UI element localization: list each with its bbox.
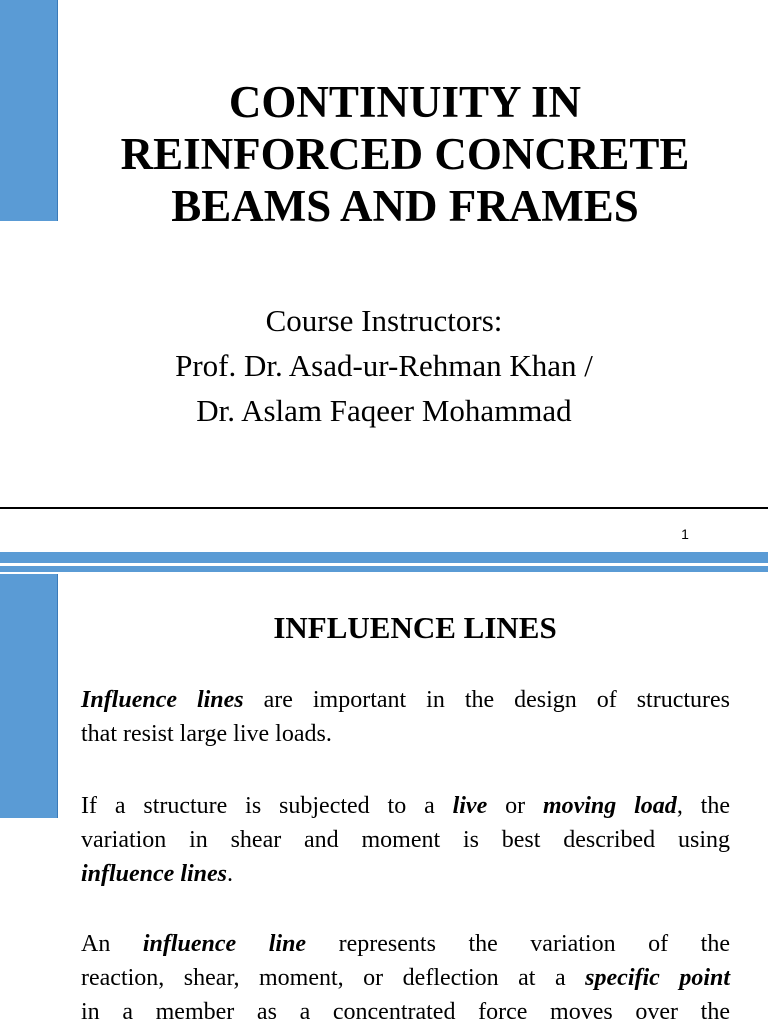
slide-gap bbox=[0, 509, 768, 552]
text-run: reaction, shear, moment, or deflection at a bbox=[81, 965, 586, 991]
accent-bar bbox=[0, 574, 58, 818]
emphasis-term: live bbox=[452, 793, 488, 819]
accent-bar bbox=[0, 0, 58, 221]
emphasis-term: Influence lines bbox=[81, 687, 244, 713]
paragraph-line bbox=[81, 789, 730, 823]
slide-1 bbox=[0, 0, 768, 509]
text-run: If a structure is subjected to a bbox=[81, 793, 453, 819]
paragraph-1 bbox=[81, 683, 730, 751]
slide-2 bbox=[0, 552, 768, 1024]
paragraph-line: variation in shear and moment is best described using bbox=[81, 827, 730, 853]
text-run: , the bbox=[676, 793, 730, 819]
title-line-3: BEAMS AND FRAMES bbox=[171, 181, 639, 231]
title-line-1: CONTINUITY IN bbox=[228, 77, 582, 127]
paragraph-line bbox=[81, 683, 730, 717]
text-run: . bbox=[227, 861, 234, 887]
paragraph-2 bbox=[81, 789, 730, 891]
text-run: represents the variation of the bbox=[306, 931, 730, 957]
instructor-1: Prof. Dr. Asad-ur-Rehman Khan / bbox=[175, 348, 593, 383]
slide-title bbox=[60, 76, 750, 232]
slide-heading: INFLUENCE LINES bbox=[273, 610, 557, 645]
stripe-bottom bbox=[0, 566, 768, 572]
paragraph-line bbox=[81, 961, 730, 995]
paragraph-line bbox=[81, 927, 730, 961]
paragraph-line: in a member as a concentrated force moves over the bbox=[81, 999, 730, 1024]
instructor-2: Dr. Aslam Faqeer Mohammad bbox=[196, 393, 572, 428]
paragraph-line: that resist large live loads. bbox=[81, 721, 332, 747]
emphasis-term: influence line bbox=[142, 931, 307, 957]
page-number: 1 bbox=[681, 526, 689, 542]
instructors-label: Course Instructors: bbox=[265, 303, 503, 338]
paragraph-3 bbox=[81, 927, 730, 1024]
emphasis-term: influence lines bbox=[81, 861, 228, 887]
text-run: or bbox=[487, 793, 543, 819]
title-line-2: REINFORCED CONCRETE bbox=[120, 129, 690, 179]
header-stripes bbox=[0, 552, 768, 574]
text-run: are important in the design of structures bbox=[243, 687, 730, 713]
text-run: An bbox=[81, 931, 143, 957]
stripe-top bbox=[0, 552, 768, 563]
instructors-block bbox=[0, 298, 768, 433]
emphasis-term: moving load bbox=[542, 793, 677, 819]
paragraph-line bbox=[81, 857, 730, 891]
emphasis-term: specific point bbox=[585, 965, 730, 991]
